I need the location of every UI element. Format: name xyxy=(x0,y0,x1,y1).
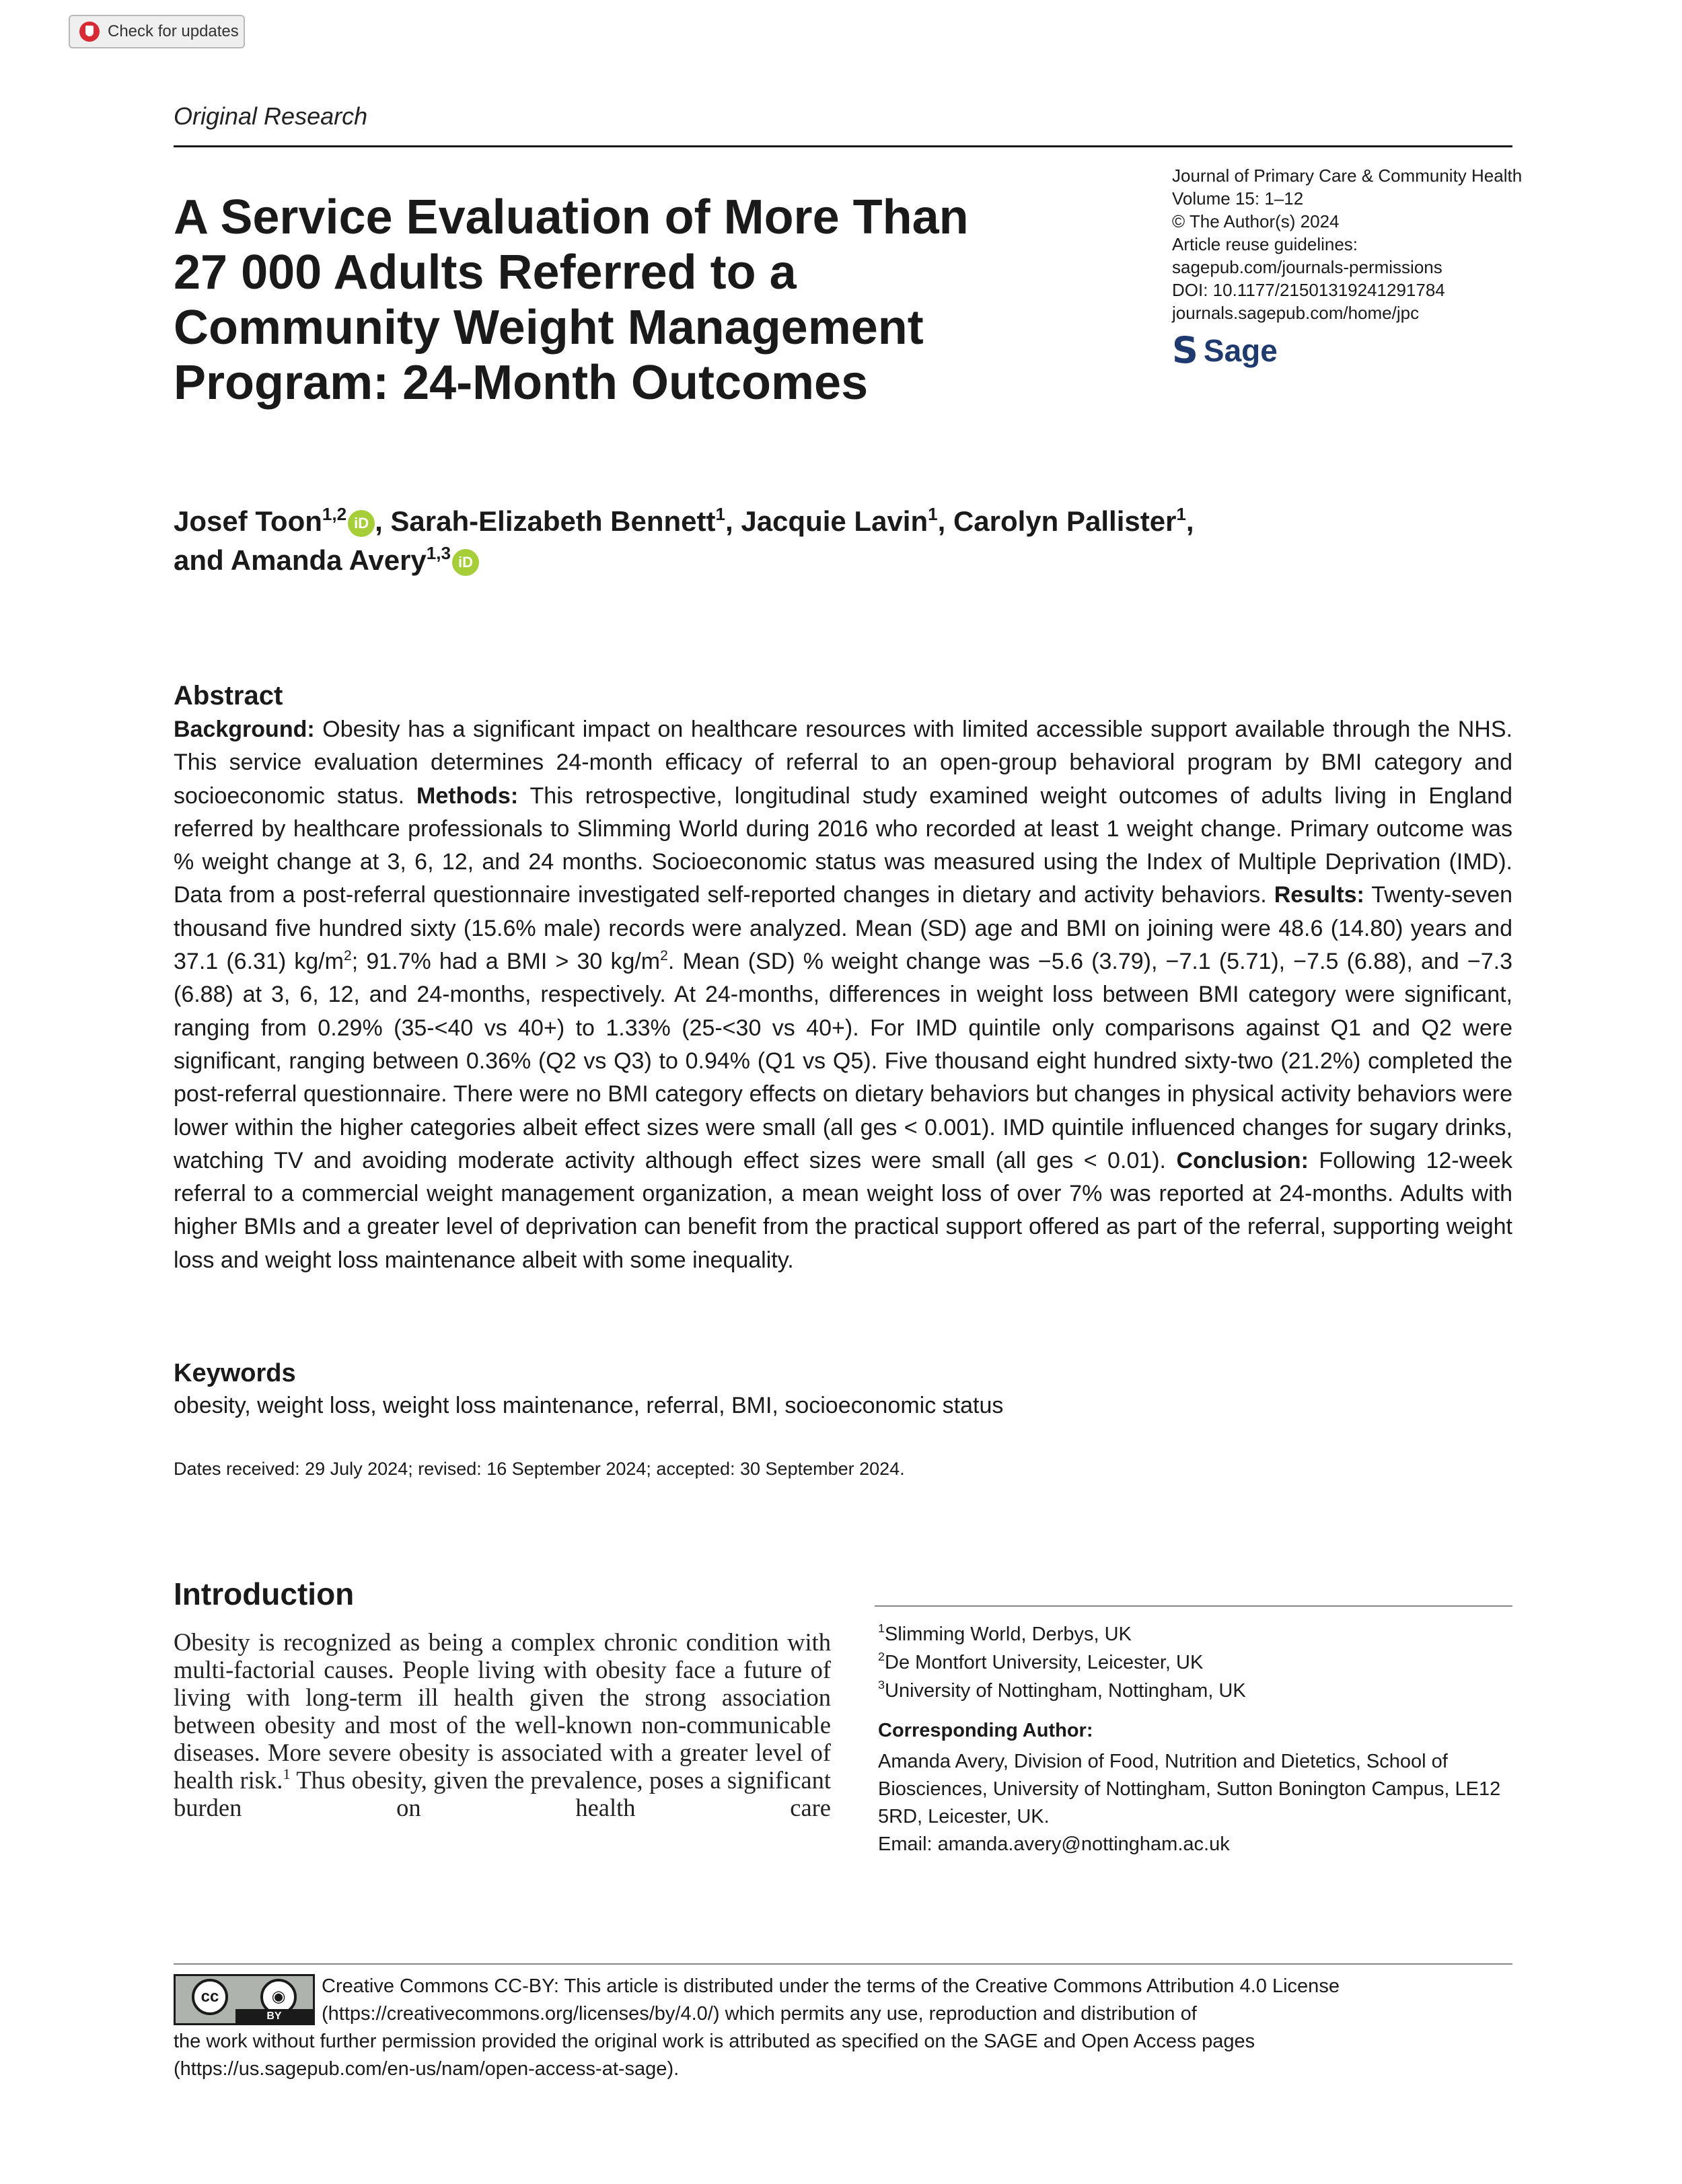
affiliations xyxy=(878,1620,1510,1705)
abstract-body: Background: Obesity has a significant impact on healthcare resources with limited accessible support available through the NHS. This service evaluation determines 24-month efficacy of referral to an open-group behavioral program by BMI category and socioeconomic status. Methods: This retrospective, longitudinal study examined weight outcomes of adults living in England referred by healthcare professionals to Slimming World during 2016 who recorded at least 1 weight change. Primary outcome was % weight change at 3, 6, 12, and 24 months. Socioeconomic status was measured using the Index of Multiple Deprivation (IMD). Data from a post-referral questionnaire investigated self-reported changes in dietary and activity behaviors. Results: Twenty-seven thousand five hundred sixty (15.6% male) records were analyzed. Mean (SD) age and BMI on joining were 48.6 (14.80) years and 37.1 (6.31) $kg/m^2$; 91.7% had a BMI > 30 $kg/m^2$. Mean (SD) % weight change was −5.6 (3.79), −7.1 (5.71), −7.5 (6.88), and −7.3 (6.88) at 3, 6, 12, and 24-months, respectively. At 24-months, differences in weight loss between BMI category were significant, ranging from 0.29% (35-<40 vs 40+) to 1.33% (25-<30 vs 40+). For IMD quintile only comparisons against Q1 and Q2 were significant, ranging between 0.36% (Q2 vs Q3) to 0.94% (Q1 vs Q5). Five thousand eight hundred sixty-two (21.2%) completed the post-referral questionnaire. There were no BMI category effects on dietary behaviors but changes in physical activity behaviors were lower within the higher categories albeit effect sizes were small (all ges < 0.001). IMD quintile influenced changes for sugary drinks, watching TV and avoiding moderate activity although effect sizes were small (all ges < 0.01). Conclusion: Following 12-week referral to a commercial weight management organization, a mean weight loss of over 7% was reported at 24-months. Adults with higher BMIs and a greater level of deprivation can benefit from the practical support offered as part of the referral, supporting weight loss and weight loss maintenance albeit with some inequality. xyxy=(174,717,1513,1273)
background-label: Background: xyxy=(174,717,315,742)
sage-wordmark: Sage xyxy=(1203,333,1278,368)
journal-copyright: © The Author(s) 2024 xyxy=(1172,211,1340,231)
keywords-list: obesity, weight loss, weight loss maintenance, referral, BMI, socioeconomic status xyxy=(174,1393,1004,1418)
results-label: Results: xyxy=(1274,882,1364,908)
check-for-updates-label: Check for updates xyxy=(108,22,239,40)
affiliation-item: $^1$Slimming World, Derbys, UK xyxy=(878,1622,1132,1645)
abstract-heading: Abstract xyxy=(174,681,283,711)
license-text xyxy=(174,1973,1512,2083)
title-line: A Service Evaluation of More Than xyxy=(174,190,969,244)
keywords-heading: Keywords xyxy=(174,1359,296,1387)
doi-link[interactable]: DOI: 10.1177/21501319241291784 xyxy=(1172,280,1445,300)
article-title xyxy=(174,190,1048,410)
results-text: . Mean (SD) % weight change was −5.6 (3.79), −7.1 (5.71), −7.5 (6.88), and −7.3 (6.88) at 3, 6, 12, and 24-months, respectively. At 24-months, differences in weight loss between BMI category were significant, ranging from 0.29% (35-<40 vs 40+) to 1.33% (25-<30 vs 40+). For IMD quintile only comparisons against Q1 and Q2 were significant, ranging between 0.36% (Q2 vs Q3) to 0.94% (Q1 vs Q5). Five thousand eight hundred sixty-two (21.2%) completed the post-referral questionnaire. There were no BMI category effects on dietary behaviors but changes in physical activity behaviors were lower within the higher categories albeit effect sizes were small (all ges < 0.001). IMD quintile influenced changes for sugary drinks, watching TV and avoiding moderate activity although effect sizes were small (all ges < 0.01). xyxy=(174,949,1512,1173)
journal-homepage-link[interactable]: journals.sagepub.com/home/jpc xyxy=(1172,303,1420,323)
header-divider xyxy=(174,145,1512,147)
journal-volume: Volume 15: 1–12 xyxy=(1172,188,1304,209)
article-type: Original Research xyxy=(174,102,368,130)
license-link[interactable]: (https://creativecommons.org/licenses/by/4.0/) which permits any use, reproduction and distribution of xyxy=(322,2003,1197,2025)
affiliations-divider xyxy=(875,1605,1512,1607)
author: Josef Toon$^{1,2}$ iD , xyxy=(174,503,391,537)
dates-received: Dates received: 29 July 2024; revised: 16 September 2024; accepted: 30 September 2024. xyxy=(174,1459,905,1479)
author-list xyxy=(174,502,1452,580)
cc-by-label: BY xyxy=(235,2009,313,2023)
reuse-label: Article reuse guidelines: xyxy=(1172,234,1358,254)
background-text: Obesity has a significant impact on healthcare resources with limited accessible support available through the NHS. This service evaluation determines 24-month efficacy of referral to an open-group behavioral program by BMI category and socioeconomic status. xyxy=(174,717,1512,809)
sage-logo xyxy=(1172,329,1278,371)
orcid-icon[interactable]: iD xyxy=(452,549,479,576)
bookmark-icon xyxy=(79,22,100,42)
orcid-icon[interactable]: iD xyxy=(348,510,375,537)
results-text: ; 91.7% had a BMI > 30 kg/m xyxy=(351,949,661,975)
title-line: Community Weight Management xyxy=(174,301,924,355)
title-line: Program: 24-Month Outcomes xyxy=(174,356,869,410)
license-line: the work without further permission provided the original work is attributed as specified on the SAGE and Open Access pages xyxy=(174,2031,1255,2052)
reuse-link[interactable]: sagepub.com/journals-permissions xyxy=(1172,257,1442,277)
author: Sarah-Elizabeth Bennett$^1$, xyxy=(390,503,741,537)
corresponding-author-heading: Corresponding Author: xyxy=(878,1720,1093,1741)
person-icon: ◉ xyxy=(260,1979,297,2015)
corresponding-author-details xyxy=(878,1748,1510,1858)
introduction-text: Obesity is recognized as being a complex chronic condition with multi-factorial causes. People living with obesity face a future of living with long-term ill health given the strong association between obesity and most of the well-known non-communicable diseases. More severe obesity is associated with a greater level of health risk.$^1$ Thus obesity, given the prevalence, poses a significant burden on health care xyxy=(174,1628,831,1821)
author: and Amanda Avery$^{1,3}$ iD xyxy=(174,544,479,576)
check-for-updates-button[interactable] xyxy=(69,15,245,48)
conclusion-text: Following 12-week referral to a commercial weight management organization, a mean weight loss of over 7% was reported at 24-months. Adults with higher BMIs and a greater level of deprivation can benefit from the practical support offered as part of the referral, supporting weight loss and weight loss maintenance albeit with some inequality. xyxy=(174,1147,1512,1273)
license-line: Creative Commons CC-BY: This article is distributed under the terms of the Creative Commons Attribution 4.0 License xyxy=(322,1975,1340,1997)
cc-icon: cc xyxy=(192,1979,228,2015)
affiliation-item: $^3$University of Nottingham, Nottingham, UK xyxy=(878,1678,1246,1702)
corresponding-email-link[interactable]: Email: amanda.avery@nottingham.ac.uk xyxy=(878,1833,1230,1855)
corresponding-address: Amanda Avery, Division of Food, Nutrition and Dietetics, School of Biosciences, University of Nottingham, Sutton Bonington Campus, LE12 5RD, Leicester, UK. xyxy=(878,1751,1501,1827)
methods-label: Methods: xyxy=(416,782,519,809)
footer-divider xyxy=(174,1963,1512,1965)
sage-s-icon: S xyxy=(1172,329,1198,371)
author: Carolyn Pallister$^1$, xyxy=(953,503,1194,537)
title-line: 27 000 Adults Referred to a xyxy=(174,246,797,299)
author: Jacquie Lavin$^1$, xyxy=(741,503,953,537)
license-link[interactable]: (https://us.sagepub.com/en-us/nam/open-access-at-sage). xyxy=(174,2058,680,2080)
conclusion-label: Conclusion: xyxy=(1176,1147,1309,1173)
introduction-heading: Introduction xyxy=(174,1576,355,1611)
results-text: Twenty-seven thousand five hundred sixty (15.6% male) records were analyzed. Mean (SD) age and BMI on joining were 48.6 (14.80) years and 37.1 (6.31) kg/m xyxy=(174,882,1513,975)
reference-link[interactable]: 1 xyxy=(283,1765,291,1782)
journal-meta xyxy=(1172,164,1523,324)
methods-text: This retrospective, longitudinal study examined weight outcomes of adults living in England referred by healthcare professionals to Slimming World during 2016 who recorded at least 1 weight change. Primary outcome was % weight change at 3, 6, 12, and 24 months. Socioeconomic status was measured using the Index of Multiple Deprivation (IMD). Data from a post-referral questionnaire investigated self-reported changes in dietary and activity behaviors. xyxy=(174,782,1512,908)
affiliation-item: $^2$De Montfort University, Leicester, UK xyxy=(878,1650,1204,1673)
journal-name: Journal of Primary Care & Community Health xyxy=(1172,166,1523,186)
